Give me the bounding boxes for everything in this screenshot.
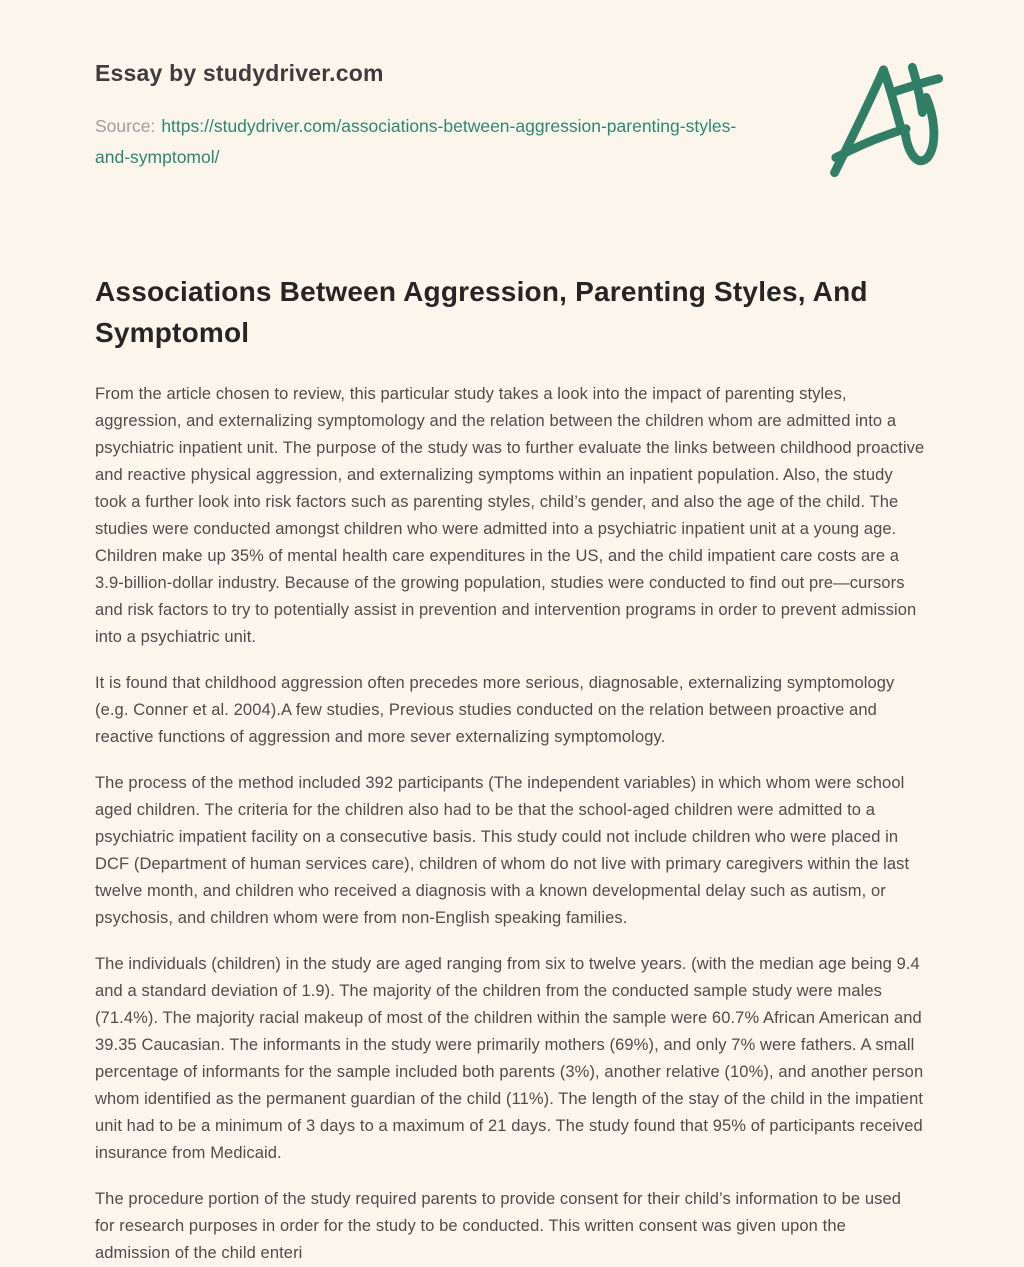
essay-paragraph: The individuals (children) in the study are aged ranging from six to twelve years. (with the median age being 9.4 and a standard deviation of 1.9). The majority of the children from the conducted sample study were males (71.4%). The majority racial makeup of most of the children within the sample were 60.7% African American and 39.35 Caucasian. The informants in the study were primarily mothers (69%), and only 7% were fathers. A small percentage of informants for the sample included both parents (3%), another relative (10%), and another person whom identified as the permanent guardian of the child (11%). The length of the stay of the child in the impatient unit had to be a minimum of 3 days to a maximum of 21 days. The study found that 95% of participants received insurance from Medicaid. [95,955,924,1162]
essay-paragraph: From the article chosen to review, this particular study takes a look into the impact of parenting styles, aggression, and externalizing symptomology and the relation between the children whom are admitted into a psychiatric inpatient unit. The purpose of the study was to further evaluate the links between childhood proactive and reactive physical aggression, and externalizing symptoms within an inpatient population. Also, the study took a further look into risk factors such as parenting styles, child’s gender, and also the age of the child. The studies were conducted amongst children who were admitted into a psychiatric inpatient unit at a young age. Children make up 35% of mental health care expenditures in the US, and the child impatient care costs are a 3.9-billion-dollar industry. Because of the growing population, studies were conducted to find out pre—cursors and risk factors to try to potentially assist in prevention and intervention programs in order to prevent admission into a psychiatric unit. [95,385,925,646]
essay-title: Associations Between Aggression, Parenting Styles, And Symptomol [95,276,868,348]
essay-paragraph: It is found that childhood aggression often precedes more serious, diagnosable, externalizing symptomology (e.g. Conner et al. 2004).A few studies, Previous studies conducted on the relation between proactive and reactive functions of aggression and more sever externalizing symptomology. [95,674,895,746]
essay-paragraph: The procedure portion of the study required parents to provide consent for their child’s information to be used for research purposes in order for the study to be conducted. This written consent was given upon the admission of the child enteri [95,1190,902,1262]
article [95,271,925,1267]
source-line [95,111,750,173]
source-link[interactable]: https://studydriver.com/associations-between-aggression-parenting-styles-and-symptomol/ [95,116,737,167]
essay-body [95,381,925,1267]
byline: Essay by studydriver.com [95,60,384,86]
source-label: Source: [95,116,156,136]
a-plus-logo-icon [817,56,955,184]
essay-paragraph: The process of the method included 392 participants (The independent variables) in which whom were school aged children. The criteria for the children also had to be that the school-aged children were admitted to a psychiatric impatient facility on a consecutive basis. This study could not include children who were placed in DCF (Department of human services care), children of whom do not live with primary caregivers within the last twelve month, and children who received a diagnosis with a known developmental delay such as autism, or psychosis, and children whom were from non-English speaking families. [95,774,910,927]
header [95,60,925,173]
